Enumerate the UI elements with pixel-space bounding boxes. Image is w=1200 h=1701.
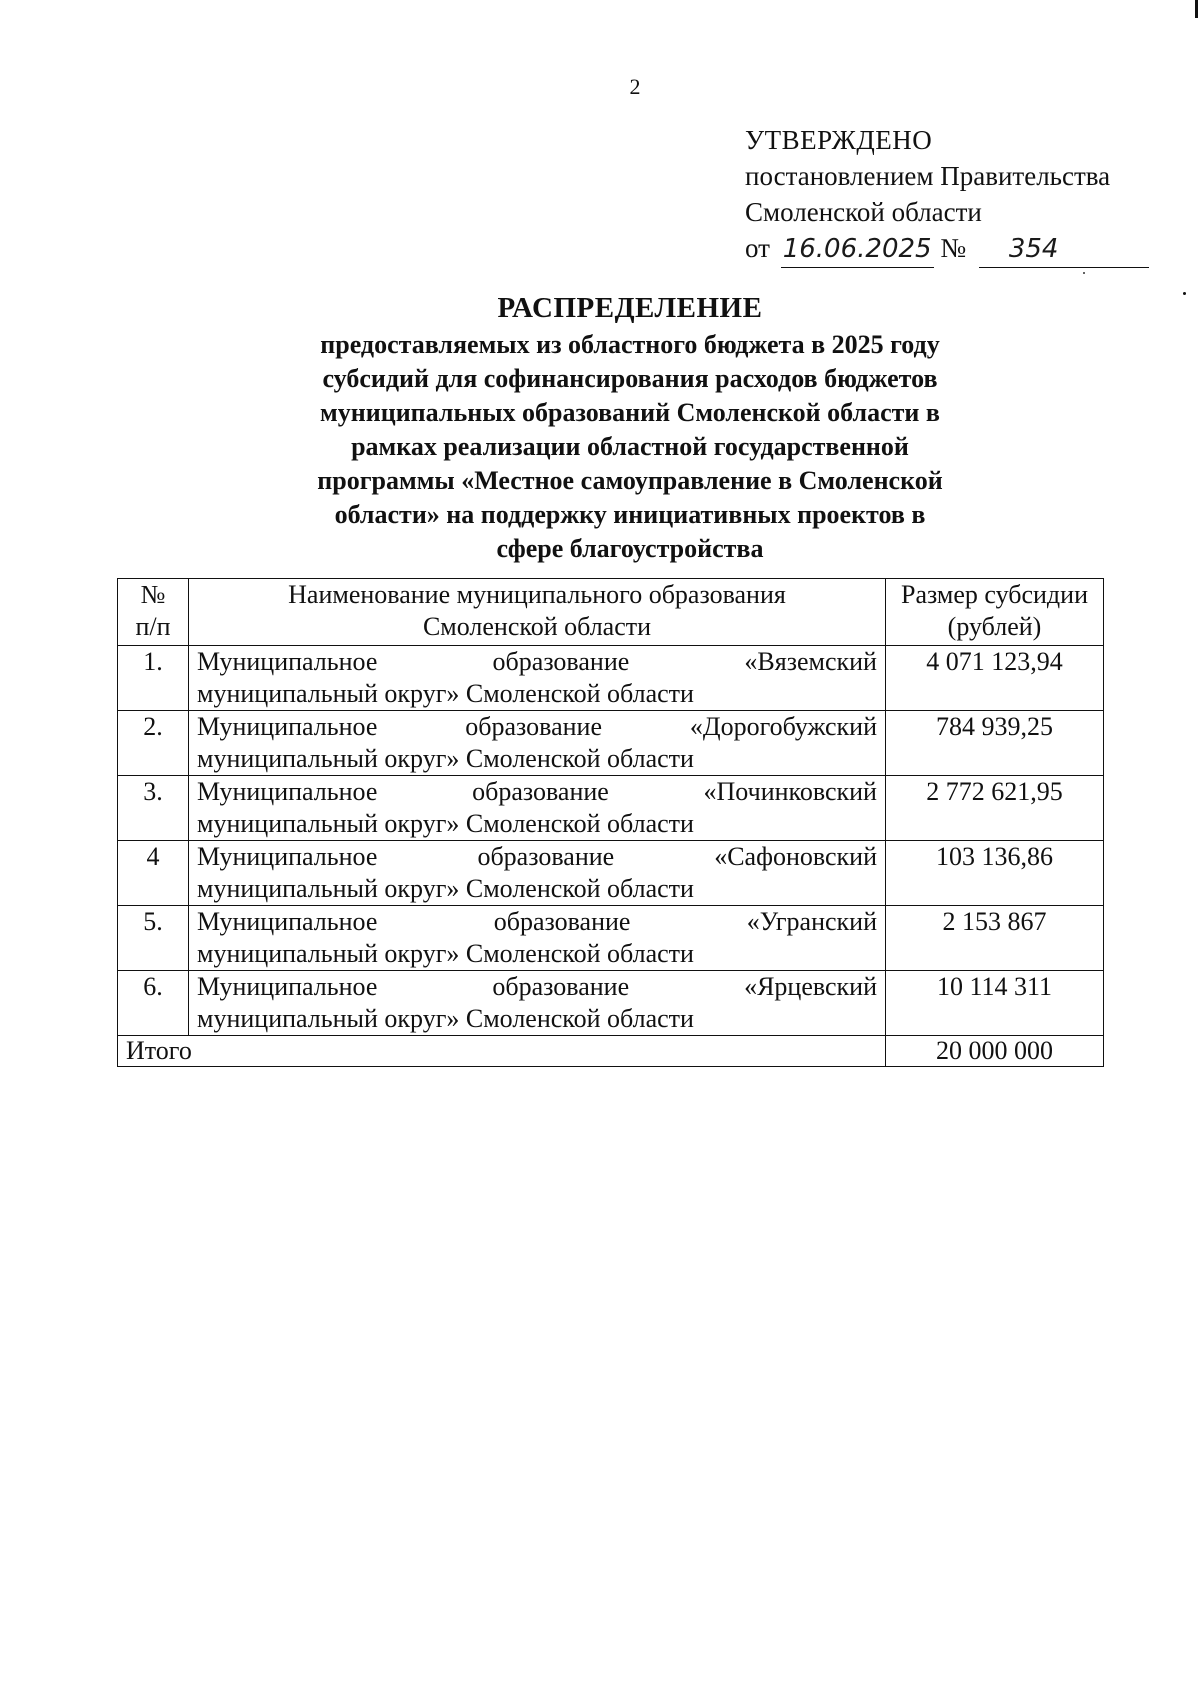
row-num: 3. — [118, 776, 189, 841]
decree-reference — [745, 230, 1145, 268]
subtitle-line: субсидий для софинансирования расходов бюджетов — [322, 364, 938, 393]
row-num: 4 — [118, 841, 189, 906]
header-sum: Размер субсидии (рублей) — [886, 579, 1104, 646]
row-sum: 2 153 867 — [886, 906, 1104, 971]
scan-edge-mark — [1195, 0, 1198, 18]
row-num: 5. — [118, 906, 189, 971]
header-name: Наименование муниципального образования Смоленской области — [189, 579, 886, 646]
subtitle-line: сфере благоустройства — [496, 534, 764, 563]
from-label: от — [745, 233, 770, 263]
table-row — [118, 906, 1104, 971]
row-name: Муниципальное образование «Починковский муниципальный округ» Смоленской области — [189, 776, 886, 841]
subtitle-line: рамках реализации областной государственной — [351, 432, 909, 461]
table-header-row — [118, 579, 1104, 646]
row-sum: 10 114 311 — [886, 971, 1104, 1036]
row-num: 1. — [118, 646, 189, 711]
subtitle-line: муниципальных образований Смоленской области в — [320, 398, 940, 427]
scan-dot — [1083, 272, 1085, 274]
header-num: № п/п — [118, 579, 189, 646]
row-sum: 784 939,25 — [886, 711, 1104, 776]
table-row — [118, 776, 1104, 841]
approval-line: постановлением Правительства — [745, 161, 1111, 191]
total-label: Итого — [118, 1036, 886, 1067]
table-row — [118, 711, 1104, 776]
row-sum: 2 772 621,95 — [886, 776, 1104, 841]
row-name: Муниципальное образование «Вяземский муниципальный округ» Смоленской области — [189, 646, 886, 711]
row-sum: 4 071 123,94 — [886, 646, 1104, 711]
approval-line: Смоленской области — [745, 197, 982, 227]
handwritten-date: 16.06.2025 — [781, 231, 934, 268]
document-title — [245, 290, 1015, 566]
title-main: РАСПРЕДЕЛЕНИЕ — [497, 292, 763, 324]
page-number: 2 — [629, 74, 641, 99]
table-row — [118, 646, 1104, 711]
subtitle-line: области» на поддержку инициативных проектов в — [334, 500, 926, 529]
title-subtitle — [245, 328, 1015, 566]
subtitle-line: программы «Местное самоуправление в Смоленской — [317, 466, 943, 495]
approval-block — [745, 122, 1145, 268]
row-sum: 103 136,86 — [886, 841, 1104, 906]
handwritten-number: 354 — [979, 231, 1149, 268]
approval-stamp: УТВЕРЖДЕНО — [745, 125, 933, 155]
total-sum: 20 000 000 — [886, 1036, 1104, 1067]
subtitle-line: предоставляемых из областного бюджета в 2025 году — [320, 330, 940, 359]
row-name: Муниципальное образование «Сафоновский муниципальный округ» Смоленской области — [189, 841, 886, 906]
table-total-row — [118, 1036, 1104, 1067]
scan-dot — [1183, 292, 1186, 295]
row-num: 2. — [118, 711, 189, 776]
subsidy-table — [117, 578, 1104, 1067]
row-name: Муниципальное образование «Ярцевский муниципальный округ» Смоленской области — [189, 971, 886, 1036]
number-label: № — [940, 233, 967, 263]
row-num: 6. — [118, 971, 189, 1036]
table-row — [118, 971, 1104, 1036]
table-row — [118, 841, 1104, 906]
row-name: Муниципальное образование «Угранский муниципальный округ» Смоленской области — [189, 906, 886, 971]
row-name: Муниципальное образование «Дорогобужский муниципальный округ» Смоленской области — [189, 711, 886, 776]
